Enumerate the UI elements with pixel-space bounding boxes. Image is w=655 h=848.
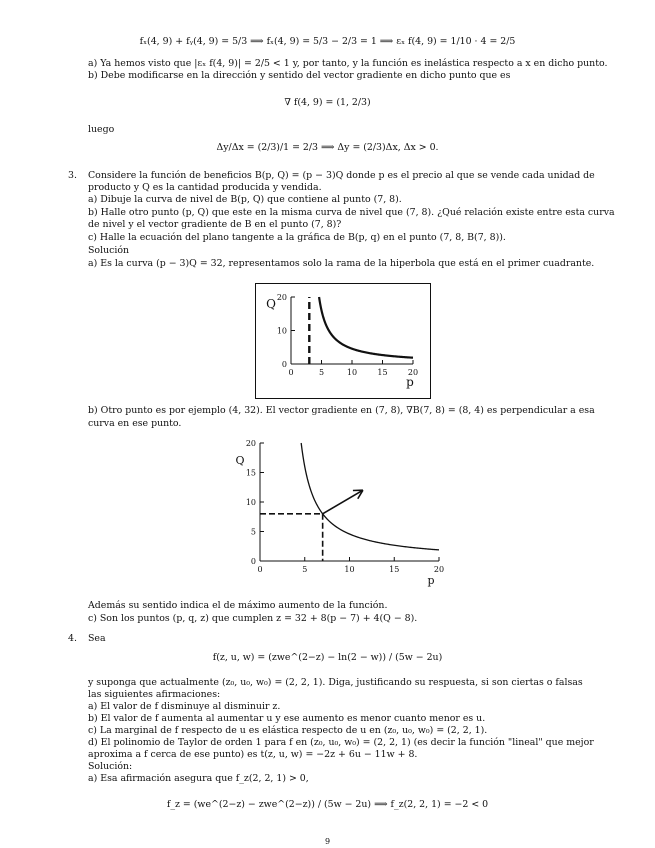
x-tick-label: 10 (344, 565, 355, 574)
after-text-2: c) Son los puntos (p, q, z) que cumplen z = 32 + 8(p − 7) + 4(Q − 8). (88, 613, 418, 624)
equation-gradient: ∇ f(4, 9) = (1, 2/3) (284, 97, 371, 108)
gradient-vector-shaft (323, 490, 363, 514)
x-axis-label: p (427, 574, 435, 587)
x-tick-label: 0 (257, 565, 263, 574)
x-tick-label: 5 (302, 565, 308, 574)
y-axis-label: Q (235, 454, 245, 467)
x-axis-label: p (406, 375, 414, 389)
equation-top: fₓ(4, 9) + fᵧ(4, 9) = 5/3 ⟹ fₓ(4, 9) = 5/3 − 2/3 = 1 ⟹ εₓ f(4, 9) = 1/10 · 4 = 2/5 (139, 36, 516, 47)
question-3-line-2: producto y Q es la cantidad producida y vendida. (88, 182, 322, 193)
question-3-b-1: b) Halle otro punto (p, Q) que este en la misma curva de nivel que (7, 8). ¿Qué relación existe entre esta curva (88, 207, 615, 218)
x-tick-label: 15 (377, 368, 388, 377)
answer-a: a) Ya hemos visto que |εₓ f(4, 9)| = 2/5 < 1 y, por tanto, y la función es inelástica respecto a x en dicho punto. (88, 58, 608, 69)
question-3-b-2: de nivel y el vector gradiente de B en el punto (7, 8)? (88, 219, 342, 230)
y-axis-label: Q (266, 297, 276, 311)
solution-heading: Solución (88, 245, 130, 256)
equation-f: f(z, u, w) = (zwe^(2−z) − ln(2 − w)) / (5w − 2u) (212, 652, 443, 663)
solution-4-a: a) Esa afirmación asegura que f_z(2, 2, 1) > 0, (88, 773, 309, 784)
question-4-number: 4. (68, 633, 77, 644)
y-tick-label: 5 (250, 527, 256, 537)
x-tick-label: 10 (346, 368, 358, 377)
question-3-c: c) Halle la ecuación del plano tangente a la gráfica de B(p, q) en el punto (7, 8, B(7, 8)). (88, 232, 506, 243)
question-4-sea: Sea (88, 633, 106, 644)
solution-b-2: curva en ese punto. (88, 418, 182, 429)
x-tick-label: 5 (318, 368, 325, 377)
question-4-line-1: y suponga que actualmente (z₀, u₀, w₀) = (2, 2, 1). Diga, justificando su respuesta, si son ciertas o falsas (88, 677, 583, 688)
question-4-a: a) El valor de f disminuye al disminuir z. (88, 701, 281, 712)
equation-ratio: Δy/Δx = (2/3)/1 = 2/3 ⟹ Δy = (2/3)Δx, Δx > 0. (216, 142, 439, 153)
answer-b: b) Debe modificarse en la dirección y sentido del vector gradiente en dicho punto que es (88, 70, 511, 81)
y-tick-label: 10 (245, 498, 256, 507)
question-4-line-2: las siguientes afirmaciones: (88, 689, 221, 700)
x-tick-label: 15 (389, 565, 400, 574)
x-tick-label: 20 (407, 368, 419, 377)
question-3-a: a) Dibuje la curva de nivel de B(p, Q) que contiene al punto (7, 8). (88, 194, 402, 205)
question-4-c: c) La marginal de f respecto de u es elástica respecto de u en (z₀, u₀, w₀) = (2, 2, 1). (88, 725, 488, 736)
y-tick-label: 20 (276, 293, 287, 302)
solution-4-heading: Solución: (88, 761, 133, 772)
solution-b-1: b) Otro punto es por ejemplo (4, 32). El vector gradiente en (7, 8), ∇B(7, 8) = (8, 4) es perpendicular a esa (88, 405, 595, 416)
y-tick-label: 0 (250, 557, 256, 566)
question-3-number: 3. (68, 170, 77, 181)
x-tick-label: 0 (288, 368, 294, 377)
y-tick-label: 20 (245, 439, 256, 448)
after-text-1: Además su sentido indica el de máximo aumento de la función. (88, 600, 388, 611)
series-hyperbola (301, 443, 439, 550)
question-4-d-2: aproxima a f cerca de ese punto) es t(z, u, w) = −2z + 6u − 11w + 8. (88, 749, 418, 760)
x-tick-label: 20 (433, 565, 445, 574)
question-4-b: b) El valor de f aumenta al aumentar u y ese aumento es menor cuanto menor es u. (88, 713, 486, 724)
equation-fz: f_z = (we^(2−z) − zwe^(2−z)) / (5w − 2u) ⟹ f_z(2, 2, 1) = −2 < 0 (166, 799, 489, 810)
luego-text: luego (88, 124, 115, 135)
page-number: 9 (324, 837, 331, 846)
figure-2-gradient (228, 434, 458, 594)
y-tick-label: 10 (276, 326, 287, 336)
y-tick-label: 15 (245, 468, 256, 478)
solution-a: a) Es la curva (p − 3)Q = 32, representamos solo la rama de la hiperbola que está en el primer cuadrante. (88, 258, 595, 269)
question-4-d-1: d) El polinomio de Taylor de orden 1 para f en (z₀, u₀, w₀) = (2, 2, 1) (es decir la función "lineal" que mejor (88, 737, 594, 748)
y-tick-label: 0 (281, 360, 287, 369)
question-3-line-1: Considere la función de beneficios B(p, Q) = (p − 3)Q donde p es el precio al que se vende cada unidad de (88, 170, 595, 181)
figure-1-level-curve (255, 283, 431, 399)
